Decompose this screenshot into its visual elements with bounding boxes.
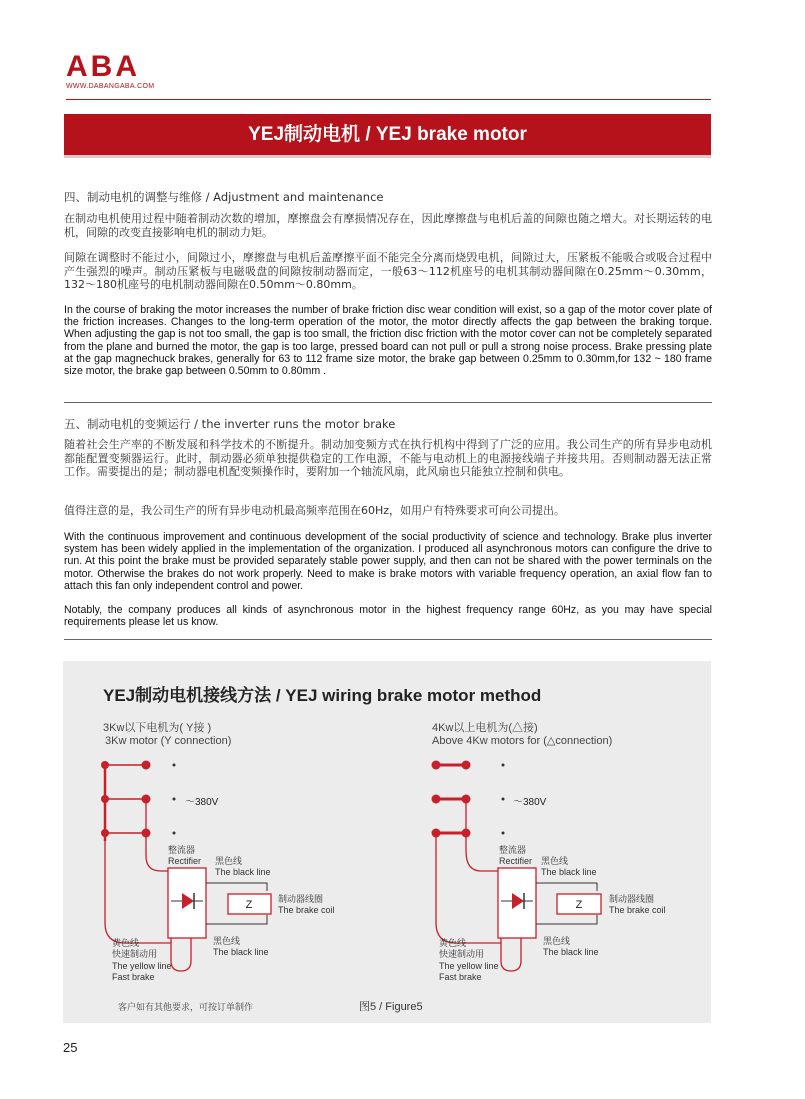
section-divider-2 — [64, 639, 712, 640]
terminal-dot — [462, 761, 471, 770]
section-5-title: 五、制动电机的变频运行 / the inverter runs the motor brake — [64, 417, 396, 431]
left-black-line-bottom-zh: 黑色线 — [213, 936, 241, 946]
right-black-line-top-zh: 黑色线 — [541, 856, 569, 866]
left-black-line-top-zh: 黑色线 — [215, 856, 243, 866]
right-yellow-en-2: Fast brake — [439, 972, 482, 982]
right-voltage-label: ～380V — [513, 797, 547, 808]
banner-shadow — [64, 155, 711, 158]
section-divider — [64, 402, 712, 403]
right-yellow-zh-1: 黄色线 — [439, 938, 467, 948]
terminal-dot — [432, 761, 441, 770]
left-yellow-en-2: Fast brake — [112, 972, 155, 982]
left-rectifier-en: Rectifier — [168, 856, 202, 866]
right-heading-zh: 4Kw以上电机为(△接) — [432, 722, 538, 734]
right-coil-letter: Z — [575, 899, 583, 911]
terminal-dot — [142, 761, 151, 770]
left-black-line-top-en: The black line — [215, 867, 271, 877]
left-yellow-zh-2: 快速制动用 — [112, 949, 158, 959]
wiring-figure — [63, 661, 711, 1023]
left-coil-letter: Z — [245, 899, 253, 911]
left-diagram — [101, 720, 335, 982]
right-diagram — [432, 720, 666, 982]
figure-title: YEJ制动电机接线方法 / YEJ wiring brake motor method — [103, 686, 542, 705]
header-rule — [66, 99, 711, 100]
left-coil-en: The brake coil — [278, 905, 335, 915]
figure-footnote: 客户如有其他要求，可按订单制作 — [118, 1002, 254, 1012]
right-coil-en: The brake coil — [609, 905, 666, 915]
wiring-diagram — [63, 661, 711, 1023]
terminal-dot — [101, 795, 109, 803]
right-heading-en: Above 4Kw motors for (△connection) — [432, 735, 613, 747]
left-yellow-en-1: The yellow line — [112, 961, 172, 971]
logo-text: ABA — [66, 50, 140, 83]
left-black-line-bottom-en: The black line — [213, 947, 269, 957]
right-black-line-top-en: The black line — [541, 867, 597, 877]
right-yellow-en-1: The yellow line — [439, 961, 499, 971]
right-rectifier-en: Rectifier — [499, 856, 533, 866]
left-heading-zh: 3Kw以下电机为( Y接 ) — [103, 722, 212, 734]
terminal-dot — [432, 795, 441, 804]
page-number: 25 — [63, 1040, 78, 1055]
left-voltage-label: ～380V — [185, 797, 219, 808]
section-4-zh-paragraph-1: 在制动电机使用过程中随着制动次数的增加，摩擦盘会有摩损情况存在，因此摩擦盘与电机后盖的间隙也随之增大。对长期运转的电机，间隙的改变直接影响电机的制动力矩。 — [64, 212, 712, 239]
right-rectifier-zh: 整流器 — [499, 845, 527, 855]
section-4-en-paragraph: In the course of braking the motor increases the number of brake friction disc wear condition will exist, so a gap of the motor cover plate of the friction increases. Changes to the long-term operation of the motor, the motor directly affects the gap between the braking torque. When adjusting the gap is not too small, the gap is too small, the friction disc friction with the motor cover can not be completely separated from the plane and burned the motor, the gap is too large, pressed board can not pull or pull a strong noise process. Brake pressing plate at the gap magnechuck brakes, generally for 63 to 112 frame size motor, the brake gap between 0.25mm to 0.30mm,for 132 ~ 180 frame size motor, the brake gap between 0.50mm to 0.80mm . — [64, 304, 712, 378]
company-logo — [66, 52, 154, 90]
section-5-zh-paragraph-1: 随着社会生产率的不断发展和科学技术的不断提升。制动加变频方式在执行机构中得到了广泛的应用。我公司生产的所有异步电动机都能配置变频器运行。此时，制动器必须单独提供稳定的工作电源，不能与电动机上的电源接线端子并接共用。否则制动器无法正常工作。需要提出的是；制动器电机配变频操作时，要附加一个轴流风扇，此风扇也只能独立控制和供电。 — [64, 438, 712, 479]
page-banner: YEJ制动电机 / YEJ brake motor — [64, 114, 711, 155]
left-rectifier-zh: 整流器 — [168, 845, 196, 855]
left-heading-en: 3Kw motor (Y connection) — [105, 735, 232, 747]
right-black-line-bottom-zh: 黑色线 — [543, 936, 571, 946]
section-5-zh-paragraph-2: 值得注意的是，我公司生产的所有异步电动机最高频率范围在60Hz，如用户有特殊要求可向公司提出。 — [64, 504, 566, 517]
logo-url: WWW.DABANGABA.COM — [66, 83, 155, 90]
right-black-line-bottom-en: The black line — [543, 947, 599, 957]
left-yellow-zh-1: 黄色线 — [112, 938, 140, 948]
section-5-en-paragraph-1: With the continuous improvement and continuous development of the social productivity of science and technology. Brake plus inverter system has been widely applied in the implementation of the organization. I produced all asynchronous motors can configure the drive to run. At this point the brake must be provided separately stable power supply, and then can not be shared with the power terminals on the motor. Otherwise the brakes do not work properly. Need to make is brake motors with variable frequency operation, an axial flow fan to attach this fan only independent control and power. — [64, 531, 712, 592]
terminal-dot — [101, 761, 109, 769]
right-yellow-zh-2: 快速制动用 — [439, 949, 485, 959]
terminal-dot — [101, 829, 109, 837]
figure-caption: 图5 / Figure5 — [359, 1001, 423, 1013]
section-5-en-paragraph-2: Notably, the company produces all kinds of asynchronous motor in the highest frequency range 60Hz, as you may have special requirements please let us know. — [64, 604, 712, 629]
section-4-title: 四、制动电机的调整与维修 / Adjustment and maintenance — [64, 190, 384, 204]
left-coil-zh: 制动器线圈 — [278, 894, 324, 904]
right-coil-zh: 制动器线圈 — [609, 894, 655, 904]
section-4-zh-paragraph-2: 间隙在调整时不能过小，间隙过小，摩擦盘与电机后盖摩擦平面不能完全分离而烧毁电机，间隙过大，压紧板不能吸合或吸合过程中产生强烈的噪声。制动压紧板与电磁吸盘的间隙按制动器而定，一般63～112机座号的电机其制动器间隙在0.25mm～0.30mm，132～180机座号的电机制动器间隙在0.50mm～0.80mm。 — [64, 251, 712, 292]
